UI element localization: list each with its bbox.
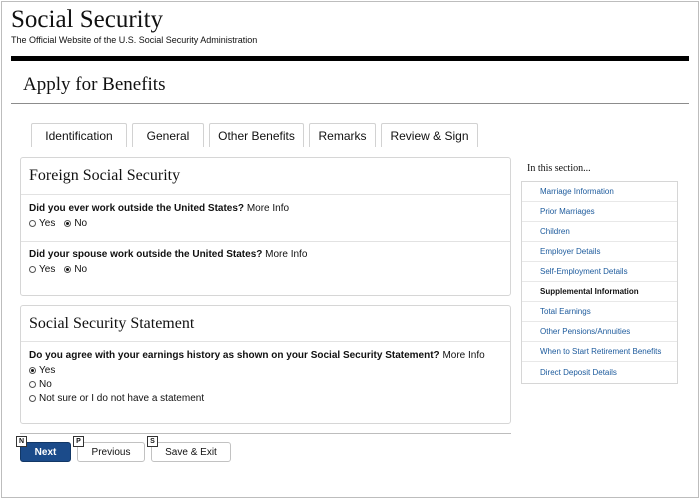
panel-divider	[21, 194, 510, 195]
tab-review-sign[interactable]: Review & Sign	[381, 123, 478, 147]
title-divider	[11, 103, 689, 104]
section-nav	[521, 181, 678, 384]
sidebar-item-self-employment-details[interactable]: Self-Employment Details	[522, 262, 677, 282]
site-title: Social Security	[11, 6, 164, 33]
site-subtitle: The Official Website of the U.S. Social Security Administration	[11, 35, 258, 45]
sidebar-item-total-earnings[interactable]: Total Earnings	[522, 302, 677, 322]
social-security-statement-panel	[20, 305, 511, 424]
tab-identification[interactable]: Identification	[31, 123, 127, 147]
radio-option-yes	[29, 365, 64, 376]
previous-shortcut-key: P	[73, 436, 84, 447]
previous-button[interactable]: Previous	[77, 442, 145, 462]
panel-divider	[21, 241, 510, 242]
radio-label-not-sure: Not sure or I do not have a statement	[39, 393, 205, 404]
sidebar-item-when-to-start-retirement-benefits[interactable]: When to Start Retirement Benefits	[522, 342, 677, 362]
radio-group-work-outside-us	[29, 218, 96, 229]
more-info-link[interactable]: More Info	[265, 249, 308, 260]
radio-label-no: No	[74, 264, 88, 275]
radio-label-yes: Yes	[39, 365, 56, 376]
radio-no[interactable]	[64, 220, 71, 227]
panel-divider	[21, 341, 510, 342]
radio-yes[interactable]	[29, 266, 36, 273]
footer-divider	[20, 433, 511, 434]
save-exit-shortcut-key: S	[147, 436, 158, 447]
sidebar-item-other-pensions-annuities[interactable]: Other Pensions/Annuities	[522, 322, 677, 342]
question-text: Do you agree with your earnings history as shown on your Social Security Statement?	[29, 350, 440, 361]
sidebar-heading: In this section...	[527, 163, 591, 174]
more-info-link[interactable]: More Info	[246, 203, 290, 214]
radio-label-no: No	[39, 379, 52, 390]
social-security-statement-title: Social Security Statement	[29, 315, 195, 332]
sidebar-item-supplemental-information: Supplemental Information	[522, 282, 677, 302]
radio-not-sure[interactable]	[29, 395, 36, 402]
save-exit-button[interactable]: Save & Exit	[151, 442, 231, 462]
sidebar-item-prior-marriages[interactable]: Prior Marriages	[522, 202, 677, 222]
tab-general[interactable]: General	[132, 123, 204, 147]
question-work-outside-us	[29, 203, 289, 214]
question-spouse-work-outside-us	[29, 249, 307, 260]
sidebar-item-employer-details[interactable]: Employer Details	[522, 242, 677, 262]
radio-option-no	[29, 379, 61, 390]
radio-option-not-sure	[29, 393, 213, 404]
radio-label-no: No	[74, 218, 88, 229]
radio-label-yes: Yes	[39, 218, 56, 229]
foreign-social-security-panel	[20, 157, 511, 296]
foreign-social-security-title: Foreign Social Security	[29, 167, 181, 184]
next-shortcut-key: N	[16, 436, 27, 447]
radio-yes[interactable]	[29, 220, 36, 227]
header-divider	[11, 56, 689, 61]
tab-other-benefits[interactable]: Other Benefits	[209, 123, 304, 147]
radio-no[interactable]	[29, 381, 36, 388]
radio-group-spouse-work-outside-us	[29, 264, 96, 275]
page-title: Apply for Benefits	[23, 74, 166, 95]
question-agree-earnings-history	[29, 350, 485, 361]
radio-no[interactable]	[64, 266, 71, 273]
radio-yes[interactable]	[29, 367, 36, 374]
tab-remarks[interactable]: Remarks	[309, 123, 376, 147]
sidebar-item-direct-deposit-details[interactable]: Direct Deposit Details	[540, 367, 617, 377]
more-info-link[interactable]: More Info	[442, 350, 485, 361]
radio-label-yes: Yes	[39, 264, 56, 275]
question-text: Did your spouse work outside the United States?	[29, 249, 263, 260]
next-button[interactable]: Next	[20, 442, 71, 462]
sidebar-item-marriage-information[interactable]: Marriage Information	[522, 182, 677, 202]
question-text: Did you ever work outside the United States?	[29, 203, 245, 214]
sidebar-item-children[interactable]: Children	[522, 222, 677, 242]
